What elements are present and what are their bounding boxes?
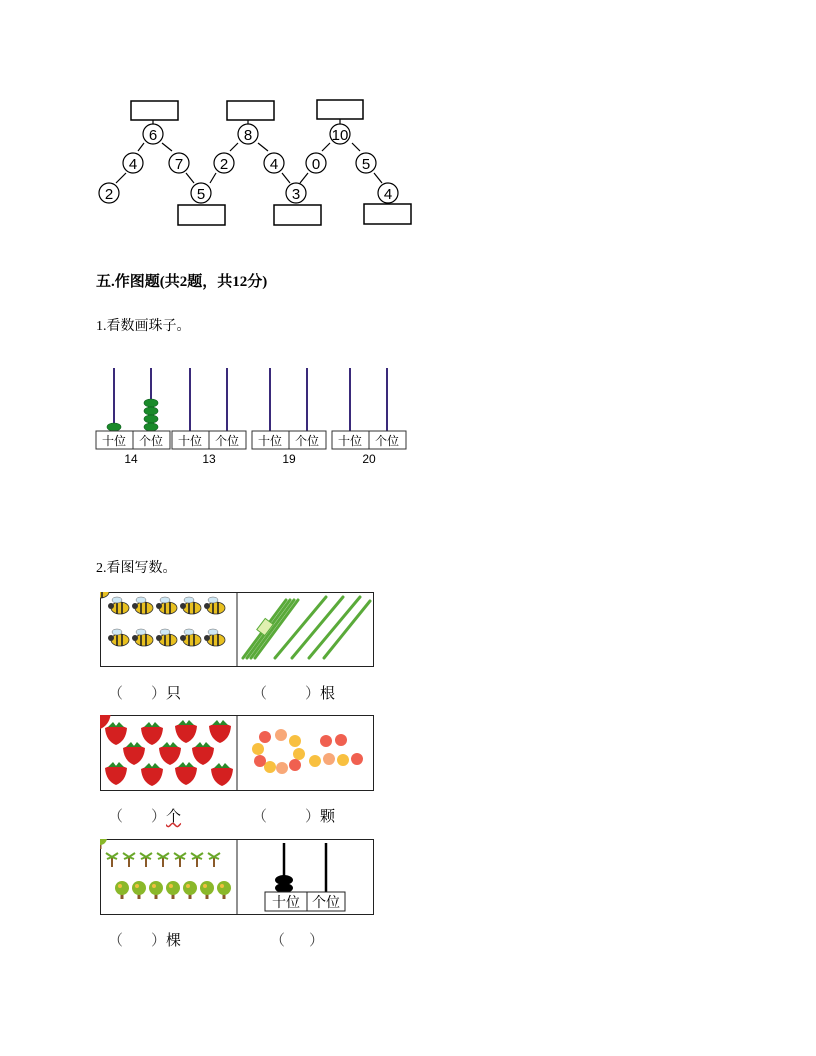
bead (144, 423, 158, 431)
tens-label: 十位 (272, 894, 300, 910)
section-title: 五.作图题(共2题，共12分) (96, 274, 268, 290)
bead (144, 415, 158, 423)
answer-box[interactable] (227, 101, 274, 120)
unit-label: 棵 (166, 933, 182, 949)
ones-label: 个位 (294, 434, 320, 448)
node-number: 2 (104, 186, 114, 203)
abacus-number: 19 (282, 452, 296, 466)
left-paren: （ (108, 686, 124, 702)
unit-label: 个 (166, 809, 182, 825)
left-paren: （ (252, 686, 268, 702)
question-1-label: 1.看数画珠子。 (96, 319, 191, 334)
unit-label: 颗 (320, 809, 336, 825)
number-tree-diagram (90, 95, 420, 230)
bead (144, 399, 158, 407)
node-number: 10 (331, 127, 349, 144)
ones-label: 个位 (138, 434, 164, 448)
node-number: 5 (196, 186, 206, 203)
answer-box[interactable] (274, 205, 321, 225)
node-number: 6 (148, 127, 158, 144)
ones-label: 个位 (374, 434, 400, 448)
node-number: 4 (269, 156, 279, 173)
ones-label: 个位 (214, 434, 240, 448)
abacus-number: 20 (362, 452, 376, 466)
abacus-number: 14 (124, 452, 138, 466)
right-paren: ） (309, 933, 325, 949)
unit-label: 根 (320, 686, 336, 702)
unit-label: 只 (166, 686, 182, 702)
answer-box[interactable] (178, 205, 225, 225)
node-number: 0 (311, 156, 321, 173)
node-number: 5 (361, 156, 371, 173)
left-paren: （ (270, 933, 286, 949)
picture-panel-trees-abacus (100, 839, 374, 916)
left-paren: （ (252, 809, 268, 825)
right-paren: ） (305, 686, 321, 702)
bead (144, 407, 158, 415)
abacus-row (94, 365, 414, 470)
right-paren: ） (151, 933, 167, 949)
node-number: 3 (291, 186, 301, 203)
left-paren: （ (108, 809, 124, 825)
tens-label: 十位 (337, 434, 363, 448)
bead (107, 423, 121, 431)
node-number: 7 (174, 156, 184, 173)
ones-label: 个位 (312, 894, 340, 910)
node-number: 8 (243, 127, 253, 144)
left-paren: （ (108, 933, 124, 949)
question-2-label: 2.看图写数。 (96, 561, 177, 576)
right-paren: ） (305, 809, 321, 825)
right-paren: ） (151, 809, 167, 825)
abacus-number: 13 (202, 452, 216, 466)
node-number: 4 (128, 156, 138, 173)
picture-panel-bees-sticks (100, 592, 374, 668)
picture-panel-strawberries-candies (100, 715, 374, 792)
node-number: 4 (383, 186, 393, 203)
tens-label: 十位 (257, 434, 283, 448)
right-paren: ） (151, 686, 167, 702)
tens-label: 十位 (101, 434, 127, 448)
answer-box[interactable] (131, 101, 178, 120)
node-number: 2 (219, 156, 229, 173)
tens-label: 十位 (177, 434, 203, 448)
answer-box[interactable] (364, 204, 411, 224)
answer-box[interactable] (317, 100, 363, 119)
